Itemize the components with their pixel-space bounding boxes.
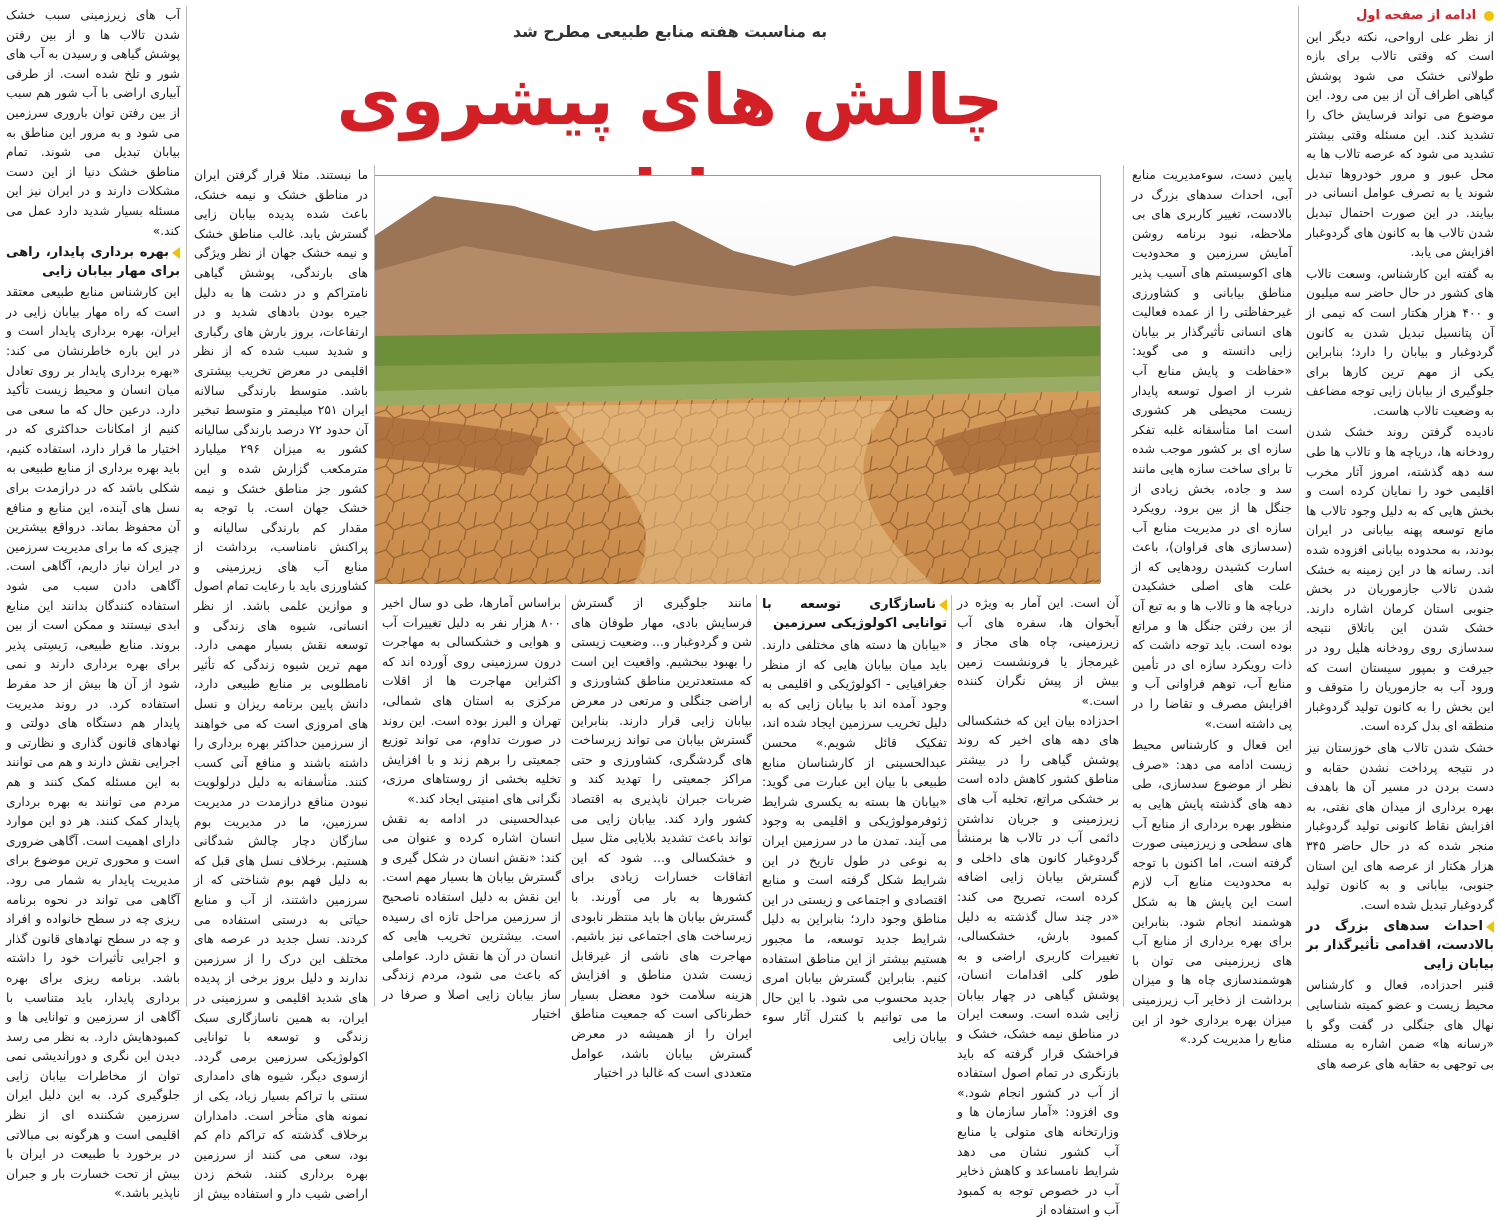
column-8 [0,0,186,1201]
column-5 [566,593,757,1081]
column-4 [757,593,952,1044]
column-rule [565,595,566,1007]
column-1 [1300,0,1500,1071]
subheading: ناسازگاری توسعه با توانایی اکولوژیکی سرزمین [762,597,947,631]
subhead-marker-icon [939,599,947,611]
paragraph: قنبر احدزاده، فعال و کارشناس محیط زیست و عضو کمیته شناسایی نهال های جنگلی در گفت وگو با «رسانه ها» ضمن اشاره به مسئله بی توجهی به حقابه های عرصه های [1306,978,1494,1071]
paragraph: «بیابان ها دسته های مختلفی دارند. باید میان بیابان هایی که از منظر جغرافیایی - اکولوژیکی و اقلیمی به وجود آمده اند با بیابان زایی که به دلیل تخریب سرزمین ایجاد شده اند، تفکیک قائل شویم.» محسن عبدالحسینی از کارشناسان منابع طبیعی با بیان این عبارت می گوید: «بیابان ها بسته به یکسری شرایط ژئوفرمولوژیکی و اقلیمی به وجود می آیند. تمدن ما در سرزمین ایران به نوعی در طول تاریخ در این شرایط شکل گرفته است و منابع اقتصادی و اجتماعی و زیستی در این مناطق وجود دارد؛ بنابراین به دلیل شرایط جدید توسعه، ما مجبور هستیم بیشتر از این مناطق استفاده کنیم. بنابراین گسترش بیابان امری جدید محسوب می شود. با این حال ما می توانیم با کنترل آثار سوء بیابان زایی [762,637,947,1044]
column-2 [1126,160,1298,1047]
subhead-marker-icon [172,247,180,259]
dry-riverbed-photo [375,175,1101,583]
paragraph: این فعال و کارشناس محیط زیست ادامه می دهد: «صرف نظر از موضوع سدسازی، طی دهه های گذشته پایش هایی به منظور بهره برداری از منابع آب های سطحی و زیرزمینی صورت گرفته است، اما اکنون با توجه به محدودیت منابع آب لازم است این پایش ها به شکل هوشمند انجام شود. بنابراین برای بهره برداری از منابع آب های زیرزمینی می توان با هوشمندسازی چاه ها و میزان برداشت از ذخایر آب زیرزمینی میزان بهره برداری خود از این منابع را مدیریت کرد.» [1132,738,1292,1047]
column-6 [377,593,566,1022]
paragraph: خشک شدن تالاب های خوزستان نیز در نتیجه پرداخت نشدن حقابه و دست بردن در مسیر آن ها باهدف بهره برداری از میدان های نفتی، به افزایش نقاط کانونی تولید گردوغبار منجر شده که در حال حاضر ۳۴۵ هزار هکتار از عرصه های این استان جنوبی، بیابانی و به کانون تولید گردوغبار تبدیل شده است. [1306,740,1494,912]
column-3 [952,593,1124,1218]
continued-from-page-one [1306,6,1494,26]
subhead-marker-icon [1486,921,1494,933]
column-rule [374,165,375,1007]
paragraph: نادیده گرفتن روند خشک شدن رودخانه ها، دریاچه ها و تالاب ها طی سه دهه گذشته، امروز آثار مخرب اقلیمی خود را نمایان کرده است و بخش هایی که به دلیل وجود تالاب ها مانع توسعه پهنه بیابانی در ایران بودند، به محدوده بیابانی افزوده شده اند. رسانه ها در این زمینه به خشک شدن تالاب جازموریان در بخش جنوبی استان کرمان اشاره دارند. خشک شدن این باتلاق نتیجه سدسازی روی رودخانه هلیل رود در جیرفت و بمپور سیستان است که ورود آب به جازموریان را متوقف و این بخش را به کانون تولید گردوغبار منطقه ای بدل کرده است. [1306,425,1494,734]
headline: چالش های پیشروی [336,59,1004,141]
continue-bullet-icon [1484,11,1494,21]
column-rule [186,6,187,1007]
cracked-earth-illustration [374,176,1100,584]
column-7 [188,160,374,1201]
paragraph: از نظر علی ارواحی، نکته دیگر این است که وقتی تالاب برای بازه طولانی خشک می شود پوشش گیاهی اطراف آن از بین می رود. این موضوع می تواند فرسایش خاک را تشدید کند. این مسئله وقتی بیشتر تشدید می شود که عرصه تالاب ها به محل عبور و مرور خودروها تبدیل شوند یا به تصرف عوامل انسانی در بیایند. در این صورت احتمال تبدیل شدن تالاب ها به کانون های گردوغبار افزایش می یابد. [1306,29,1494,260]
column-rule [951,595,952,1007]
paragraph: آب های زیرزمینی سبب خشک شدن تالاب ها و از بین رفتن پوشش گیاهی و رسیدن به آب های شور و تلخ شده است. از طرفی آبیاری اراضی با آب شور هم سبب از بین رفتن توان باروری سرزمین می شود و به مرور این مناطق به بیابان تبدیل می شوند. تمام مناطق خشک دنیا از این دست مشکلات دارند و در ایران نیز این مسئله بسیار شدید دارد عمل می کند.» [6,8,180,238]
paragraph: مانند جلوگیری از گسترش فرسایش بادی، مهار طوفان های شن و گردوغبار و... وضعیت زیستی را بهبود ببخشیم. واقعیت این است که مستعدترین مناطق کشاورزی و اراضی جنگلی و مرتعی در معرض بیابان زایی قرار دارند. بنابراین گسترش بیابان می تواند زیرساخت های گردشگری، کشاورزی و حتی مراکز جمعیتی را تهدید کند و ضربات جبران ناپذیری به اقتصاد کشور وارد کند. بیابان زایی می تواند باعث تشدید بلایایی مثل سیل و خشکسالی و... شود که این اتفاقات خسارات زیادی برای کشورها به بار می آورند. با گسترش بیابان ها باید منتظر نابودی زیرساخت های اجتماعی نیز باشیم. مهاجرت های ناشی از غیرقابل زیست شدن مناطق و افزایش هزینه سلامت خود معضل بسیار خطرناکی است که جمعیت مناطق ایران را از همیشه در معرض گسترش بیابان باشد، عوامل متعددی است که غالبا در اختیار [571,595,752,1081]
paragraph: به گفته این کارشناس، وسعت تالاب های کشور در حال حاضر سه میلیون و ۴۰۰ هزار هکتار است که نیمی از آن پتانسیل تبدیل شدن به کانون گردوغبار و بیابان را دارد؛ بنابراین یکی از مهم ترین کارها برای جلوگیری از بیابان زایی توجه مضاعف به وضعیت تالاب هاست. [1306,266,1494,418]
paragraph: ما نیستند. مثلا قرار گرفتن ایران در مناطق خشک و نیمه خشک، باعث شده پدیده بیابان زایی گسترش یابد. غالب مناطق خشک و نیمه خشک جهان از نظر ویژگی های بارندگی، پوشش گیاهی نامتراکم و در دشت ها به دلیل جیره بودن بادهای شدید و در ارتفاعات، بروز بارش های رگباری و شدید سبب شده که از نظر اقلیمی در معرض تخریب بیشتری باشد. متوسط بارندگی سالانه ایران ۲۵۱ میلیمتر و متوسط تبخیر آن حدود ۷۲ درصد بارندگی سالیانه کشور به میزان ۲۹۶ میلیارد مترمکعب گزارش شده و این کشور جز مناطق خشک و نیمه خشک جهان است. با توجه به مقدار کم بارندگی سالیانه و پراکنش نامناسب، برداشت از منابع آب های زیرزمینی و کشاورزی باید با رعایت تمام اصول و موازین علمی باشد. از نظر انسانی، شیوه های زندگی و توسعه نقش بسیار مهمی دارد. مهم ترین شیوه زندگی که تأثیر نامطلوبی بر منابع طبیعی دارد، دانش پایین برنامه ریزان و نسل های امروزی است که می خواهند از سرزمین حداکثر بهره برداری را داشته باشند و منافع آنی کسب کنند. متأسفانه به دلیل درلولویت نبودن منافع درازمدت در مدیریت سرزمین، ما در مدیریت بوم سازگان دچار چالش شدگانی هستیم. برخلاف نسل های قبل که به دلیل فهم بوم شناختی که از سرزمین داشتند، از آب و منابع حیاتی به درستی استفاده می کردند. نسل جدید در عرصه های مختلف این درک را از سرزمین ندارند و دلیل بروز برخی از پدیده های شدید اقلیمی و سرزمینی در ایران، به همین ناسازگاری سبک زندگی و توسعه با توانایی اکولوژیکی سرزمین برمی گردد. ازسوی دیگر، شیوه های دامداری سنتی با تراکم بسیار زیاد، یکی از نمونه های متأخر است. دامداران برخلاف گذشته که تراکم دام کم بود، سعی می کنند از سرزمین بهره برداری کنند. شخم زدن اراضی شیب دار و استفاده بیش از [194,168,369,1201]
paragraph: آن است. این آمار به ویژه در آبخوان ها، سفره های آب زیرزمینی، چاه های مجاز و غیرمجاز یا فرونشست زمین بیش از پیش نگران کننده است.» [957,595,1119,708]
paragraph: این کارشناس منابع طبیعی معتقد است که راه مهار بیابان زایی در ایران، بهره برداری پایدار است و در این باره خاطرنشان می کند: «بهره برداری پایدار بر روی تعادل میان انسان و محیط زیست تأکید دارد. درعین حال که ما سعی می کنیم از امکانات حداکثری که در اختیار ما قرار دارد، استفاده کنیم، باید بهره برداری از منابع طبیعی به شکلی باشد که در درازمدت برای نسل های آینده، این منابع و منافع آن محفوظ بماند. درواقع بیشترین چیزی که ما برای مدیریت سرزمین در ایران نیاز داریم، آگاهی است. آگاهی دادن سبب می شود استفاده کنندگان بدانند این منابع ابدی نیستند و ممکن است از بین بروند. منابع طبیعی، رَیسِتی پذیر برای بهره برداری دارند و نمی شود از آن ها بیش از حد مفرط استفاده کرد. در روند مدیریت پایدار هم دستگاه های دولتی و نهادهای قانون گذاری و نظارتی و اجرایی نقش دارند و هم می توانند به این مسئله کمک کنند و هم مردم می توانند به بهره برداری پایدار کمک کنند. هر دو این موارد دارای اهمیت است. آگاهی ضروری است و محوری ترین موضوع برای مدیریت پایدار به شمار می رود. آگاهی می تواند در نحوه برنامه ریزی چه در سطح خانواده و افراد و چه در سطح نهادهای قانون گذار و اجرایی تأثیرات خود را داشته باشد. برنامه ریزی برای بهره برداری پایدار، باید متناسب با آگاهی از سرزمین و توانایی ها و کمبودهایش دارد. به نظر می رسد دیدن این نگری و دوراندیشی نمی توان از مخاطرات بیابان زایی جلوگیری کرد. به این دلیل ایران سرزمین شکننده ای از نظر اقلیمی است و هرگونه بی مبالاتی در برخورد با طبیعت در ایران با بیش از تحت خسارت بار و جبران ناپذیر باشد.» [6,285,180,1201]
continued-label: ادامه از صفحه اول [1356,8,1477,23]
column-rule [1298,6,1299,1007]
kicker: به مناسبت هفته منابع طبیعی مطرح شد [512,22,828,41]
subheading: بهره برداری پایدار، راهی برای مهار بیابان زایی [6,245,180,280]
paragraph: براساس آمارها، طی دو سال اخیر ۸۰۰ هزار نفر به دلیل تغییرات آب و هوایی و خشکسالی به مهاجرت درون سرزمینی روی آورده اند که اکثراین مهاجرت ها از اقلات مرکزی به استان های شمالی، تهران و البرز بوده است. این روند در صورت تداوم، می تواند توزیع جمعیتی را برهم زند و با افزایش تخلیه بخشی از روستاهای مرزی، نگرانی های امنیتی ایجاد کند.» [382,595,561,806]
column-rule [756,595,757,1007]
paragraph: عبدالحسینی در ادامه به نقش انسان اشاره کرده و عنوان می کند: «نقش انسان در شکل گیری و گسترش بیابان ها بسیار مهم است. این نقش به دلیل استفاده ناصحیح از سرزمین مراحل تازه ای رسیده است. بیشترین تخریب هایی که انسان در آن ها نقش دارد. عواملی که باعث می شود، مردم زندگی ساز بیابان زایی اصلا و صرفا در اختیار [382,810,561,1022]
subheading: احداث سدهای بزرگ در بالادست، اقدامی تأثیرگذار بر بیابان زایی [1306,919,1494,973]
paragraph: احدزاده بیان این که خشکسالی های دهه های اخیر که روند پوشش گیاهی را در بیشتر مناطق کشور کاهش داده است بر خشکی مراتع، تخلیه آب های زیرزمینی و جریان نداشتن دائمی آب در تالاب ها برمنشأ گردوغبار کانون های داخلی و گسترش بیابان زایی اضافه کرده است، تصریح می کند: «در چند سال گذشته به دلیل کمبود بارش، خشکسالی، تغییرات کاربری اراضی و به طور کلی اقدامات انسان، پوشش گیاهی در چهار بیابان زایی شده است. وسعت ایران در مناطق نیمه خشک، خشک و فراخشک قرار گرفته که باید بازنگری در تمام اصول استفاده از آب در کشور انجام شود.» وی افزود: «آمار سازمان ها و وزارتخانه های متولی یا منابع آب کشور نشان می دهد شرایط نامساعد و کاهش ذخایر آب در خصوص توجه به کمبود آب و استفاده از [957,712,1119,1218]
paragraph: پایین دست، سوءمدیریت منابع آبی، احداث سدهای بزرگ در بالادست، تغییر کاربری های بی ملاحظه، نبود برنامه روشن آمایش سرزمین و محدودیت های اکوسیستم های آسیب پذیر مناطق بیابانی و کشاورزی غیرحفاظتی را از عمده فعالیت های انسانی تأثیرگذار بر بیابان زایی دانسته و می گوید: «حفاظت و پایش منابع آب شرب از اصول توسعه پایدار زیست محیطی هر کشوری است اما متأسفانه غلبه تفکر سازه ای بر کشور موجب شده تا برای ساخت سازه هایی مانند سد و جاده، بخش زیادی از جنگل ها از بین برود. رویکرد سازه ای در مدیریت منابع آب (سدسازی های فراوان)، باعث اسارت کشیدن رودهایی که از علت های اصلی خشکیدن دریاچه ها و تالاب ها و به تبع آن از بین رفتن جنگل ها و مراتع بوده است. باید توجه داشت که ذات رویکرد سازه ای در تأمین منابع آب، توهم فراوانی آب و افزایش مصرف و تقاضا را در پی داشته است.» [1132,168,1292,731]
